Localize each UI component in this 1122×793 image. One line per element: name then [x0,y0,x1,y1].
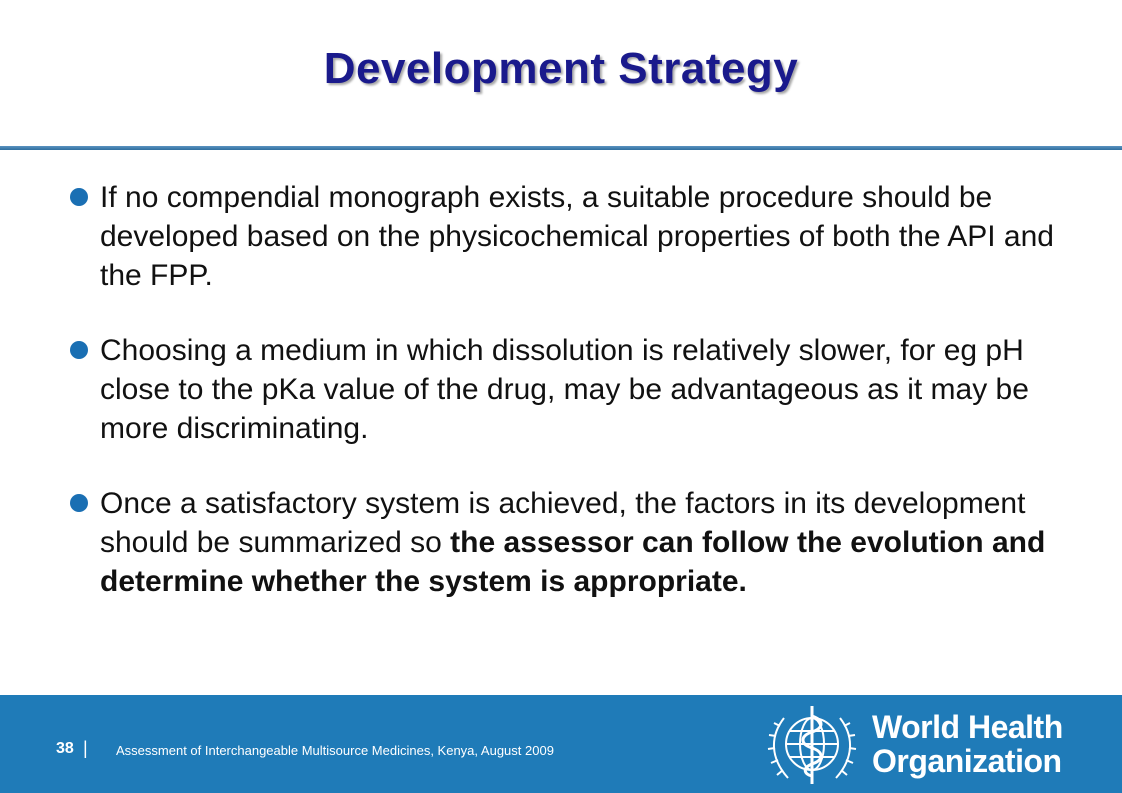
bullet-text: Choosing a medium in which dissolution is relatively slower, for eg pH close to the pKa value of the drug, may be advantageous as it may be more discriminating. [100,334,1029,445]
title-divider [0,146,1122,150]
bullet-item [60,331,1060,448]
page-separator: | [83,738,88,758]
bullet-item [60,178,1060,295]
bullet-item [60,484,1060,601]
bullet-dot-icon [70,188,88,206]
bullet-bold-text: the assessor can follow the evolution and determine whether the system is appropriate. [100,526,1046,598]
footer-text: Assessment of Interchangeable Multisource Medicines, Kenya, August 2009 [116,743,554,758]
page-number: 38 [56,740,74,757]
slide-title: Development Strategy [323,44,799,93]
footer-bar [0,695,1122,793]
who-logo-line2: Organization [872,743,1062,779]
bullet-text: If no compendial monograph exists, a suitable procedure should be developed based on the physicochemical properties of both the API and the FPP. [100,181,1054,292]
who-emblem-icon [762,698,862,790]
who-logo-line1: World Health [872,709,1063,745]
bullet-text: Once a satisfactory system is achieved, the factors in its development should be summarized so [100,487,1026,559]
bullet-dot-icon [70,494,88,512]
bullet-list [60,178,1060,637]
bullet-dot-icon [70,341,88,359]
